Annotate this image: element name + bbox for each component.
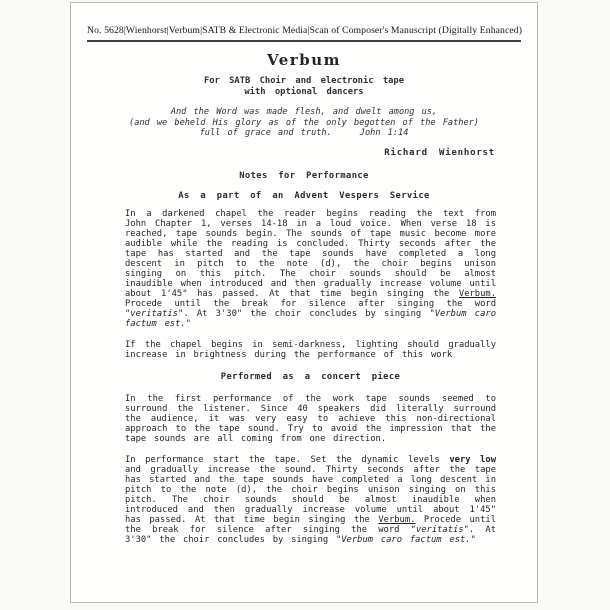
catalog-header-bar: [87, 25, 521, 42]
epigraph-line-2: (and we beheld His glory as of the only begotten of the Father): [129, 117, 479, 128]
composer-name: Richard Wienhorst: [384, 147, 495, 158]
epigraph-line-3: [71, 128, 537, 139]
subtitle: [71, 76, 537, 98]
paragraph-first-performance: In the first performance of the work tape sounds seemed to surround the listener. Since 40 speakers did literally surround the audience, it was very easy to achieve this non-directional approach to the tape sound. Try to avoid the impression that the tape sounds are all coming from one direction.: [125, 393, 496, 444]
page-title: Verbum: [267, 51, 341, 69]
advent-vespers-subheading: As a part of an Advent Vespers Service: [178, 190, 430, 201]
subtitle-line-2: with optional dancers: [244, 87, 364, 97]
catalog-header-text: No. 5628|Wienhorst|Verbum|SATB & Electronic Media|Scan of Composer's Manuscript (Digitally Enhanced): [87, 25, 523, 36]
epigraph-line-1: And the Word was made flesh, and dwelt among us,: [170, 107, 438, 117]
concert-piece-heading: Performed as a concert piece: [220, 371, 401, 382]
notes-for-performance-heading: Notes for Performance: [239, 170, 369, 181]
paragraph-darkened-chapel: In a darkened chapel the reader begins reading the text from John Chapter 1, verses 14-18 in a loud voice. When verse 18 is reached, tape sounds begin. The sounds of tape music become more audible while the reading is concluded. Thirty seconds after the tape has started and the tape sounds have completed a long descent in pitch to the note (d), the choir begins unison singing on this pitch. The choir sounds should be almost inaudible when introduced and then gradually increase volume until about 1'45" has passed. At that time begin singing the Verbum. Procede until the break for silence after singing the word "veritatis". At 3'30" the choir concludes by singing "Verbum caro factum est.": [125, 208, 496, 329]
scripture-citation: John 1:14: [359, 128, 409, 138]
subtitle-line-1: For SATB Choir and electronic tape: [203, 76, 405, 86]
body-text-block: [125, 209, 496, 545]
scripture-epigraph: [71, 107, 537, 139]
epigraph-line-3-text: full of grace and truth.: [199, 128, 332, 138]
document-page: [70, 2, 538, 603]
paragraph-in-performance: In performance start the tape. Set the dynamic levels very low and gradually increase the sound. Thirty seconds after the tape has started and the tape sounds have completed a long descent in pitch to the note (d), the choir begins unison singing on this pitch. The choir sounds should be almost inaudible when introduced and then gradually increase volume until about 1'45" has passed. At that time begin singing the Verbum. Procede until the break for silence after singing the word "veritatis". At 3'30" the choir concludes by singing "Verbum caro factum est.": [125, 454, 497, 545]
paragraph-lighting: If the chapel begins in semi-darkness, lighting should gradually increase in brightness during the performance of this work: [125, 339, 496, 360]
